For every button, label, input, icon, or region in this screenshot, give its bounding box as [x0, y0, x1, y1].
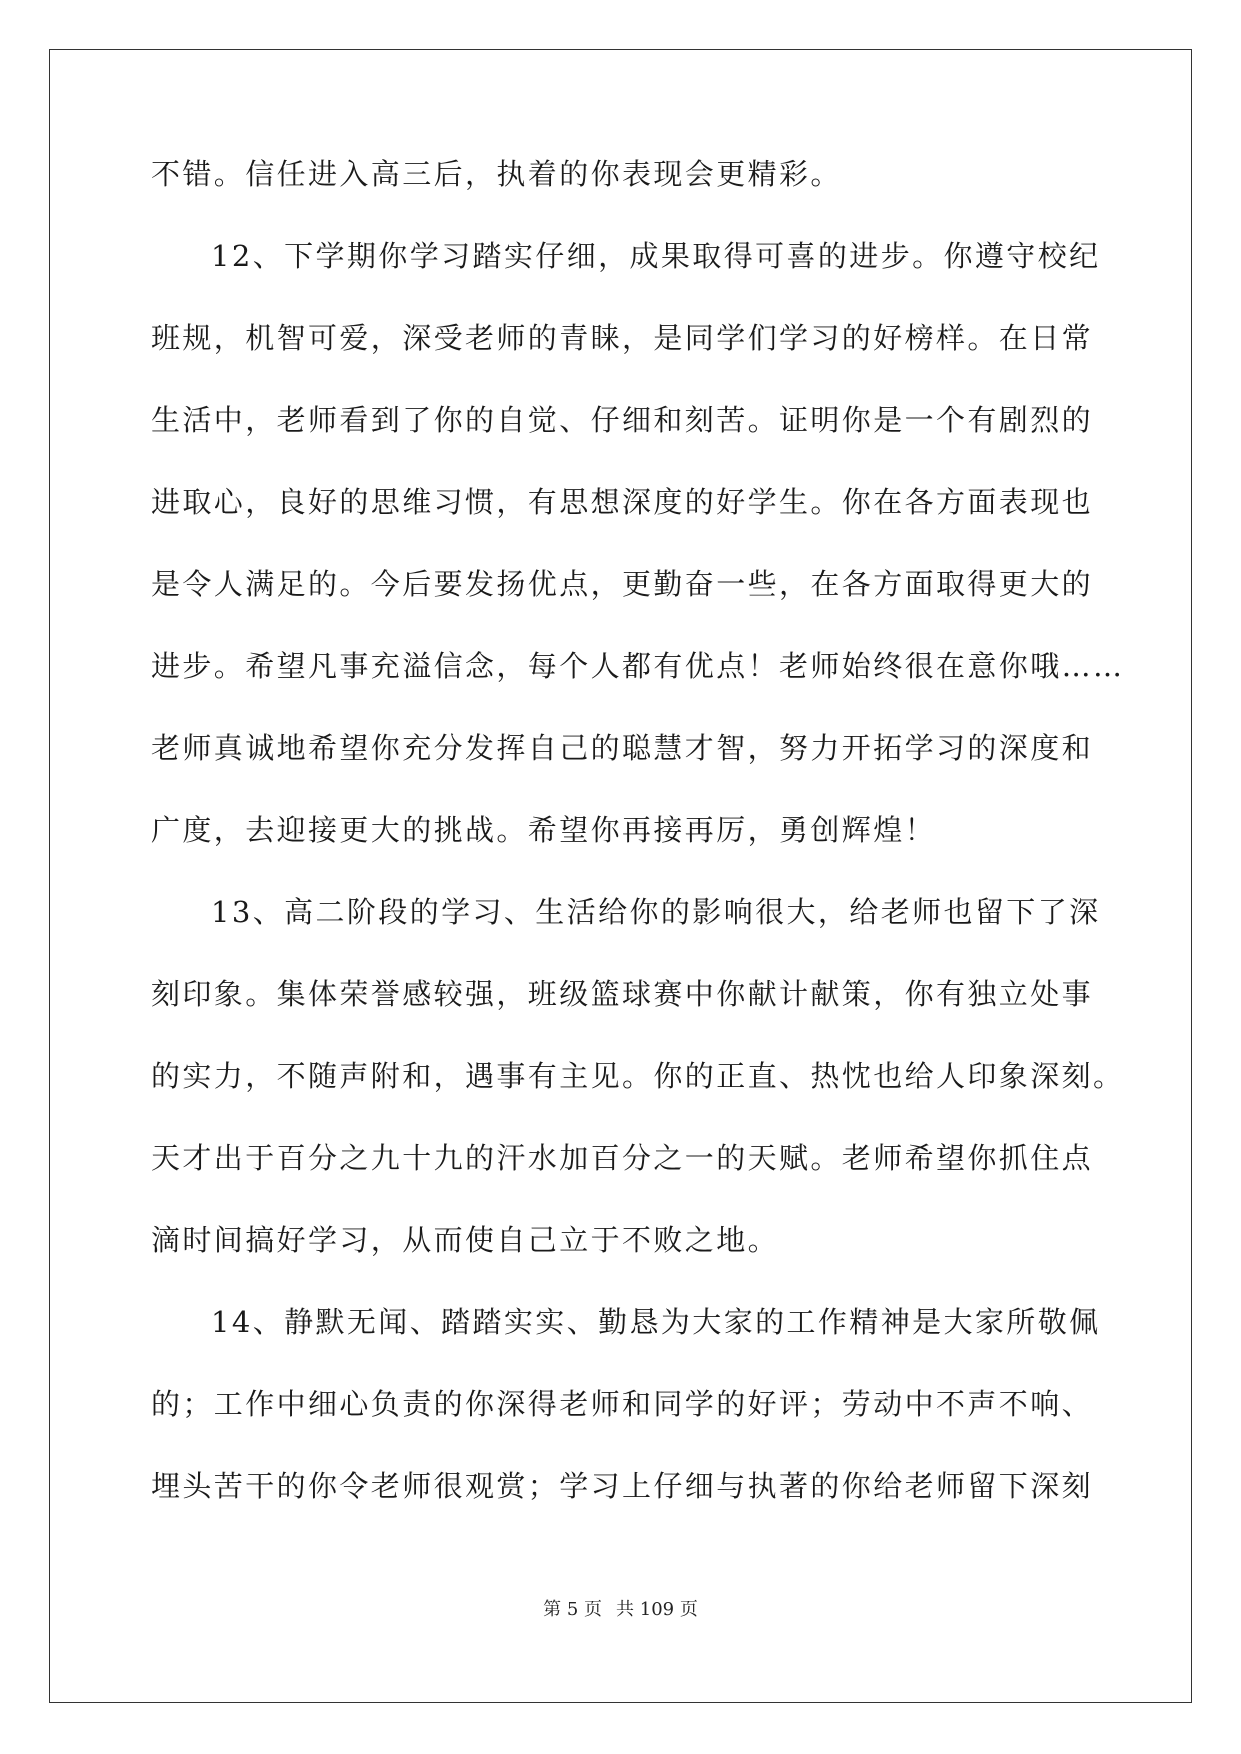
text-line: 生活中，老师看到了你的自觉、仔细和刻苦。证明你是一个有剧烈的 — [151, 403, 1094, 437]
text-line: 班规，机智可爱，深受老师的青睐，是同学们学习的好榜样。在日常 — [151, 321, 1094, 355]
text-line: 老师真诚地希望你充分发挥自己的聪慧才智，努力开拓学习的深度和 — [151, 731, 1094, 765]
text-line: 刻印象。集体荣誉感较强，班级篮球赛中你献计献策，你有独立处事 — [151, 977, 1094, 1011]
text-line: 天才出于百分之九十九的汗水加百分之一的天赋。老师希望你抓住点 — [151, 1141, 1094, 1175]
paragraph-12-start: 12、下学期你学习踏实仔细，成果取得可喜的进步。你遵守校纪 — [211, 239, 1101, 273]
text-line: 是令人满足的。今后要发扬优点，更勤奋一些，在各方面取得更大的 — [151, 567, 1094, 601]
paragraph-13-start: 13、高二阶段的学习、生活给你的影响很大，给老师也留下了深 — [211, 895, 1101, 929]
text-line: 进取心，良好的思维习惯，有思想深度的好学生。你在各方面表现也 — [151, 485, 1094, 519]
total-pages: 共 109 页 — [616, 1599, 698, 1620]
text-line: 进步。希望凡事充溢信念，每个人都有优点！老师始终很在意你哦…… — [151, 649, 1125, 683]
text-line: 埋头苦干的你令老师很观赏；学习上仔细与执著的你给老师留下深刻 — [151, 1469, 1094, 1503]
text-line: 的实力，不随声附和，遇事有主见。你的正直、热忱也给人印象深刻。 — [151, 1059, 1125, 1093]
text-line: 广度，去迎接更大的挑战。希望你再接再厉，勇创辉煌！ — [151, 813, 937, 847]
text-line: 的；工作中细心负责的你深得老师和同学的好评；劳动中不声不响、 — [151, 1387, 1094, 1421]
page-footer — [0, 1598, 1241, 1622]
text-line: 不错。信任进入高三后，执着的你表现会更精彩。 — [151, 157, 842, 191]
text-line: 滴时间搞好学习，从而使自己立于不败之地。 — [151, 1223, 780, 1257]
paragraph-14-start: 14、静默无闻、踏踏实实、勤恳为大家的工作精神是大家所敬佩 — [211, 1305, 1101, 1339]
page-number: 第 5 页 — [543, 1599, 603, 1620]
document-body — [151, 154, 1125, 1548]
